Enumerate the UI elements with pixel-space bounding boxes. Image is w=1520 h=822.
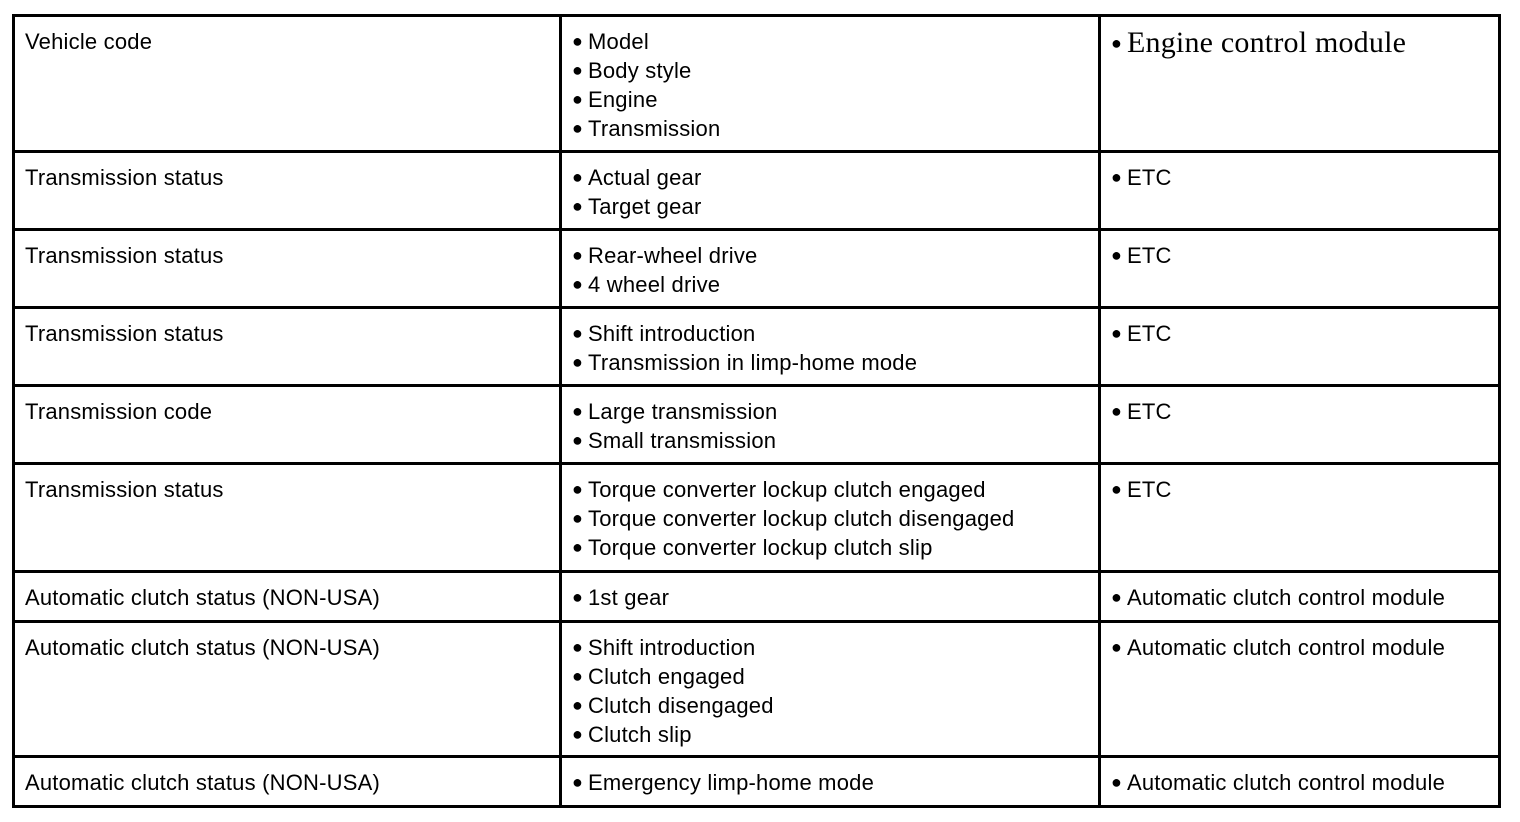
source-text: Automatic clutch control module (1127, 770, 1446, 795)
source-cell (1100, 464, 1500, 572)
value-text: Transmission (588, 116, 721, 141)
values-cell (561, 308, 1100, 386)
value-item (572, 319, 1088, 348)
signal-table (12, 14, 1501, 808)
table-row (14, 622, 1500, 757)
value-item (572, 504, 1088, 533)
values-cell (561, 757, 1100, 807)
value-item (572, 768, 1088, 797)
bullet-icon: ● (572, 167, 584, 187)
table-row (14, 572, 1500, 622)
source-text: ETC (1127, 243, 1172, 268)
bullet-icon: ● (572, 587, 584, 607)
values-list (572, 241, 1088, 299)
value-text: 4 wheel drive (588, 272, 721, 297)
source-text: ETC (1127, 399, 1172, 424)
bullet-icon: ● (572, 479, 584, 499)
table-row (14, 464, 1500, 572)
table-row (14, 757, 1500, 807)
bullet-icon: ● (572, 89, 584, 109)
bullet-icon: ● (1111, 772, 1123, 792)
value-item (572, 533, 1088, 562)
bullet-icon: ● (572, 118, 584, 138)
value-item (572, 633, 1088, 662)
value-text: Clutch slip (588, 722, 692, 747)
table-body (14, 16, 1500, 807)
value-text: Shift introduction (588, 321, 756, 346)
value-item (572, 662, 1088, 691)
source-cell (1100, 757, 1500, 807)
source-item (1111, 475, 1488, 504)
bullet-icon: ● (572, 637, 584, 657)
parameter-cell: Transmission code (14, 386, 561, 464)
values-list (572, 397, 1088, 455)
value-text: Clutch disengaged (588, 693, 774, 718)
bullet-icon: ● (572, 196, 584, 216)
value-item (572, 348, 1088, 377)
bullet-icon: ● (572, 724, 584, 744)
values-cell (561, 464, 1100, 572)
value-item (572, 397, 1088, 426)
bullet-icon: ● (1111, 587, 1123, 607)
source-cell (1100, 230, 1500, 308)
source-cell (1100, 152, 1500, 230)
value-item (572, 27, 1088, 56)
parameter-cell: Transmission status (14, 152, 561, 230)
bullet-icon: ● (572, 772, 584, 792)
value-text: Emergency limp-home mode (588, 770, 875, 795)
source-cell (1100, 622, 1500, 757)
source-cell (1100, 386, 1500, 464)
source-item (1111, 163, 1488, 192)
value-item (572, 691, 1088, 720)
bullet-icon: ● (1111, 167, 1123, 187)
values-list (572, 768, 1088, 797)
values-list (572, 583, 1088, 612)
source-text: ETC (1127, 165, 1172, 190)
values-list (572, 319, 1088, 377)
parameter-cell: Transmission status (14, 464, 561, 572)
parameter-cell: Transmission status (14, 308, 561, 386)
value-text: Torque converter lockup clutch disengaged (588, 506, 1015, 531)
bullet-icon: ● (572, 508, 584, 528)
source-text: Automatic clutch control module (1127, 635, 1446, 660)
value-text: Actual gear (588, 165, 702, 190)
source-item (1111, 633, 1488, 662)
value-text: Shift introduction (588, 635, 756, 660)
bullet-icon: ● (572, 31, 584, 51)
bullet-icon: ● (572, 323, 584, 343)
source-item (1111, 27, 1488, 59)
source-text: ETC (1127, 321, 1172, 346)
values-cell (561, 230, 1100, 308)
value-text: Transmission in limp-home mode (588, 350, 918, 375)
value-text: Clutch engaged (588, 664, 745, 689)
value-item (572, 720, 1088, 749)
bullet-icon: ● (1111, 401, 1123, 421)
table-row (14, 308, 1500, 386)
values-cell (561, 16, 1100, 152)
value-text: Torque converter lockup clutch slip (588, 535, 933, 560)
bullet-icon: ● (1111, 33, 1123, 53)
source-item (1111, 397, 1488, 426)
value-item (572, 192, 1088, 221)
parameter-cell: Vehicle code (14, 16, 561, 152)
bullet-icon: ● (572, 352, 584, 372)
value-text: Engine (588, 87, 658, 112)
value-item (572, 475, 1088, 504)
bullet-icon: ● (572, 537, 584, 557)
values-cell (561, 572, 1100, 622)
value-item (572, 426, 1088, 455)
bullet-icon: ● (1111, 245, 1123, 265)
value-item (572, 56, 1088, 85)
source-cell (1100, 16, 1500, 152)
source-item (1111, 768, 1488, 797)
parameter-cell: Transmission status (14, 230, 561, 308)
values-cell (561, 622, 1100, 757)
value-text: Body style (588, 58, 692, 83)
value-item (572, 270, 1088, 299)
source-text: Automatic clutch control module (1127, 585, 1446, 610)
value-text: Small transmission (588, 428, 777, 453)
values-cell (561, 152, 1100, 230)
value-item (572, 583, 1088, 612)
value-text: Target gear (588, 194, 702, 219)
source-cell (1100, 308, 1500, 386)
source-item (1111, 319, 1488, 348)
bullet-icon: ● (1111, 479, 1123, 499)
value-text: Model (588, 29, 649, 54)
table-row (14, 386, 1500, 464)
bullet-icon: ● (1111, 323, 1123, 343)
values-cell (561, 386, 1100, 464)
bullet-icon: ● (572, 666, 584, 686)
source-item (1111, 583, 1488, 612)
bullet-icon: ● (572, 245, 584, 265)
source-cell (1100, 572, 1500, 622)
value-item (572, 114, 1088, 143)
parameter-cell: Automatic clutch status (NON-USA) (14, 572, 561, 622)
value-item (572, 85, 1088, 114)
bullet-icon: ● (572, 430, 584, 450)
bullet-icon: ● (572, 60, 584, 80)
value-item (572, 163, 1088, 192)
table-row (14, 16, 1500, 152)
source-item (1111, 241, 1488, 270)
value-item (572, 241, 1088, 270)
table-row (14, 230, 1500, 308)
value-text: Rear-wheel drive (588, 243, 758, 268)
bullet-icon: ● (572, 274, 584, 294)
parameter-cell: Automatic clutch status (NON-USA) (14, 622, 561, 757)
value-text: Large transmission (588, 399, 778, 424)
value-text: Torque converter lockup clutch engaged (588, 477, 986, 502)
value-text: 1st gear (588, 585, 670, 610)
source-text: ETC (1127, 477, 1172, 502)
bullet-icon: ● (572, 695, 584, 715)
parameter-cell: Automatic clutch status (NON-USA) (14, 757, 561, 807)
values-list (572, 475, 1088, 562)
values-list (572, 163, 1088, 221)
bullet-icon: ● (572, 401, 584, 421)
source-text: Engine control module (1127, 26, 1407, 59)
bullet-icon: ● (1111, 637, 1123, 657)
values-list (572, 633, 1088, 749)
table-row (14, 152, 1500, 230)
values-list (572, 27, 1088, 143)
